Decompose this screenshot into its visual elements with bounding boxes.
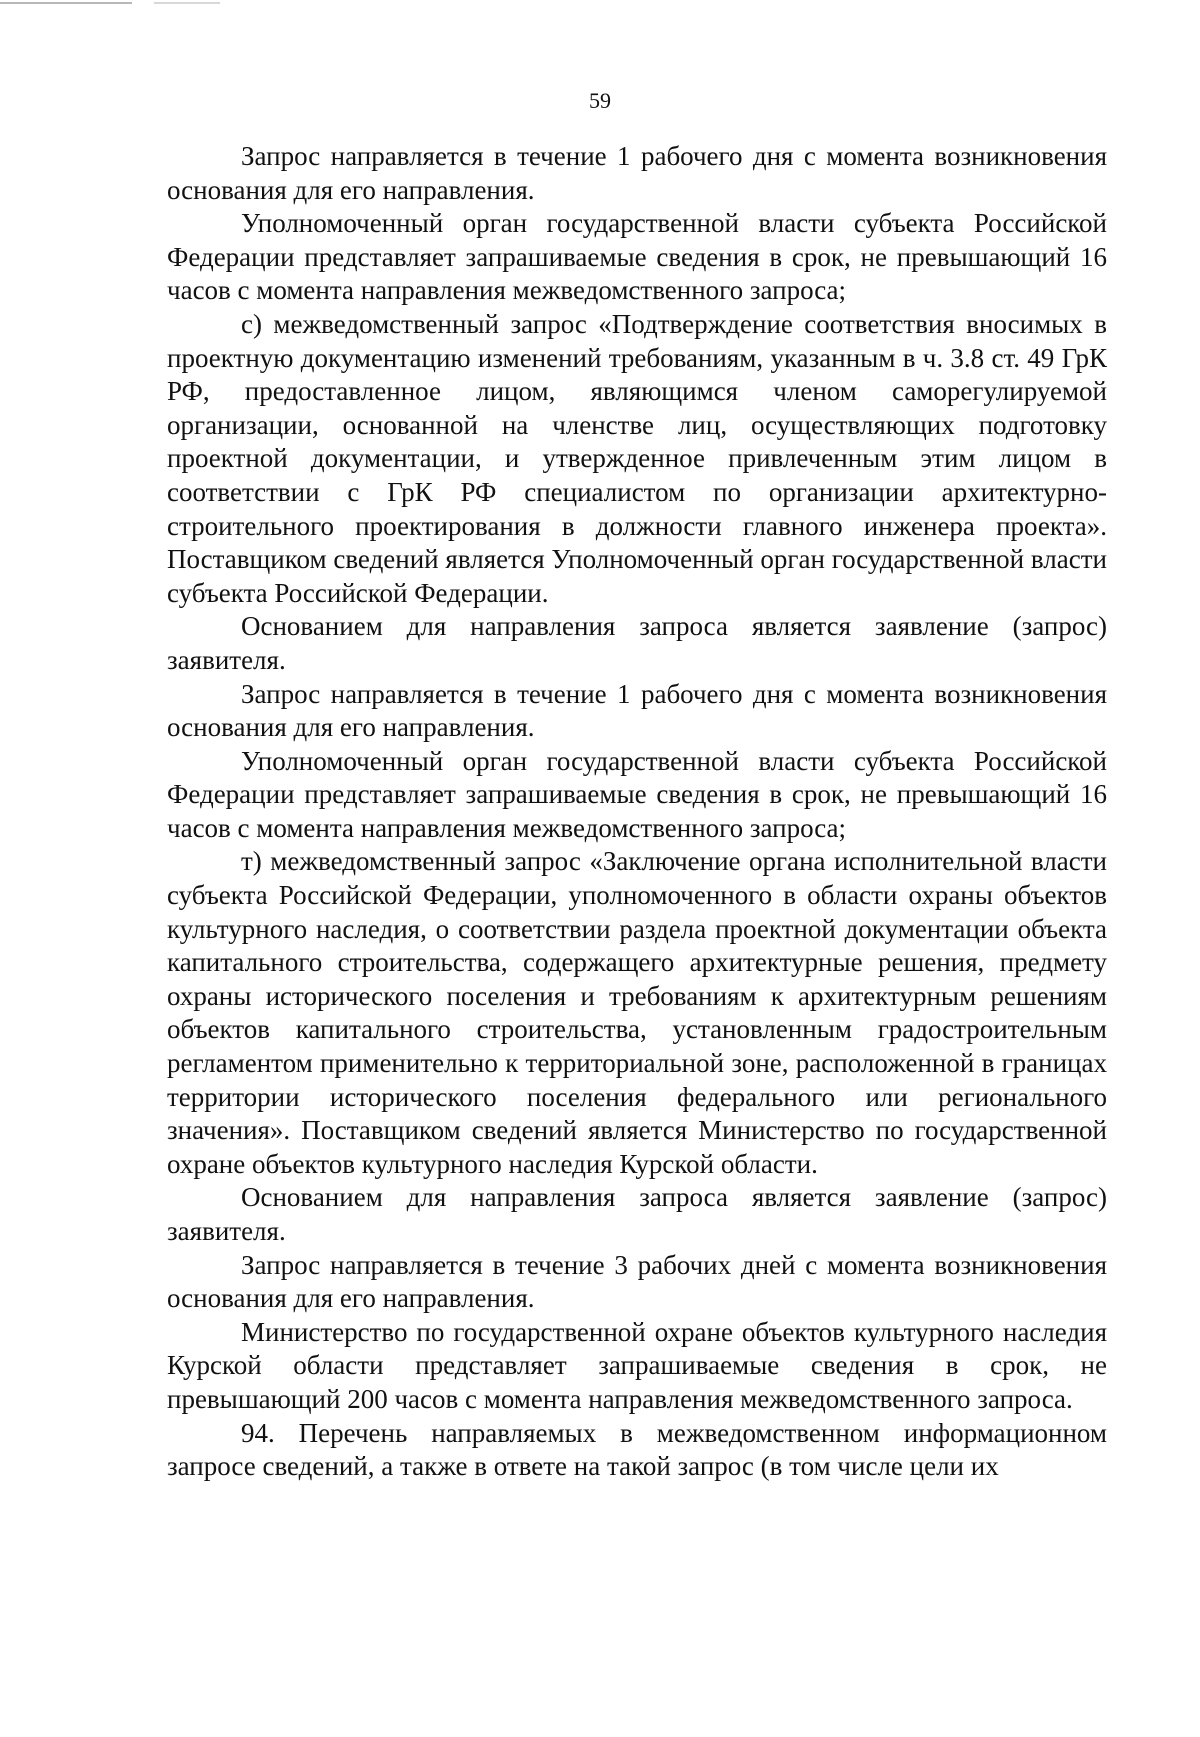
- paragraph: Уполномоченный орган государственной власти субъекта Российской Федерации представляет запрашиваемые сведения в срок, не превышающий 16 часов с момента направления межведомственного запроса;: [167, 745, 1107, 843]
- paragraph: Уполномоченный орган государственной власти субъекта Российской Федерации представляет запрашиваемые сведения в срок, не превышающий 16 часов с момента направления межведомственного запроса;: [167, 208, 1107, 306]
- paragraph: Основанием для направления запроса является заявление (запрос) заявителя.: [167, 1182, 1107, 1246]
- paragraph: 94. Перечень направляемых в межведомственном информационном запросе сведений, а также в ответе на такой запрос (в том числе цели их: [167, 1417, 1107, 1482]
- paragraph: Министерство по государственной охране объектов культурного наследия Курской области представляет запрашиваемые сведения в срок, не превышающий 200 часов с момента направления межведомственного запроса.: [167, 1316, 1107, 1414]
- paragraph: Основанием для направления запроса является заявление (запрос) заявителя.: [167, 611, 1107, 675]
- paragraph: Запрос направляется в течение 3 рабочих дней с момента возникновения основания для его направления.: [167, 1249, 1107, 1314]
- scan-edge-mark: [0, 2, 220, 4]
- document-body: [167, 140, 1107, 1484]
- paragraph: Запрос направляется в течение 1 рабочего дня с момента возникновения основания для его направления.: [167, 678, 1107, 743]
- paragraph: т) межведомственный запрос «Заключение органа исполнительной власти субъекта Российской Федерации, уполномоченного в области охраны объектов культурного наследия, о соответствии раздела проектной документации объекта капитального строительства, содержащего архитектурные решения, предмету охраны исторического поселения и требованиям к архитектурным решениям объектов капитального строительства, установленным градостроительным регламентом применительно к территориальной зоне, расположенной в границах территории исторического поселения федерального или регионального значения». Поставщиком сведений является Министерство по государственной охране объектов культурного наследия Курской области.: [167, 846, 1107, 1179]
- page-number: 59: [589, 88, 611, 113]
- paragraph: с) межведомственный запрос «Подтверждение соответствия вносимых в проектную документацию изменений требованиям, указанным в ч. 3.8 ст. 49 ГрК РФ, предоставленное лицом, являющимся членом саморегулируемой организации, основанной на членстве лиц, осуществляющих подготовку проектной документации, и утвержденное привлеченным этим лицом в соответствии с ГрК РФ специалистом по организации архитектурно-строительного проектирования в должности главного инженера проекта». Поставщиком сведений является Уполномоченный орган государственной власти субъекта Российской Федерации.: [167, 308, 1107, 608]
- paragraph: Запрос направляется в течение 1 рабочего дня с момента возникновения основания для его направления.: [167, 141, 1107, 205]
